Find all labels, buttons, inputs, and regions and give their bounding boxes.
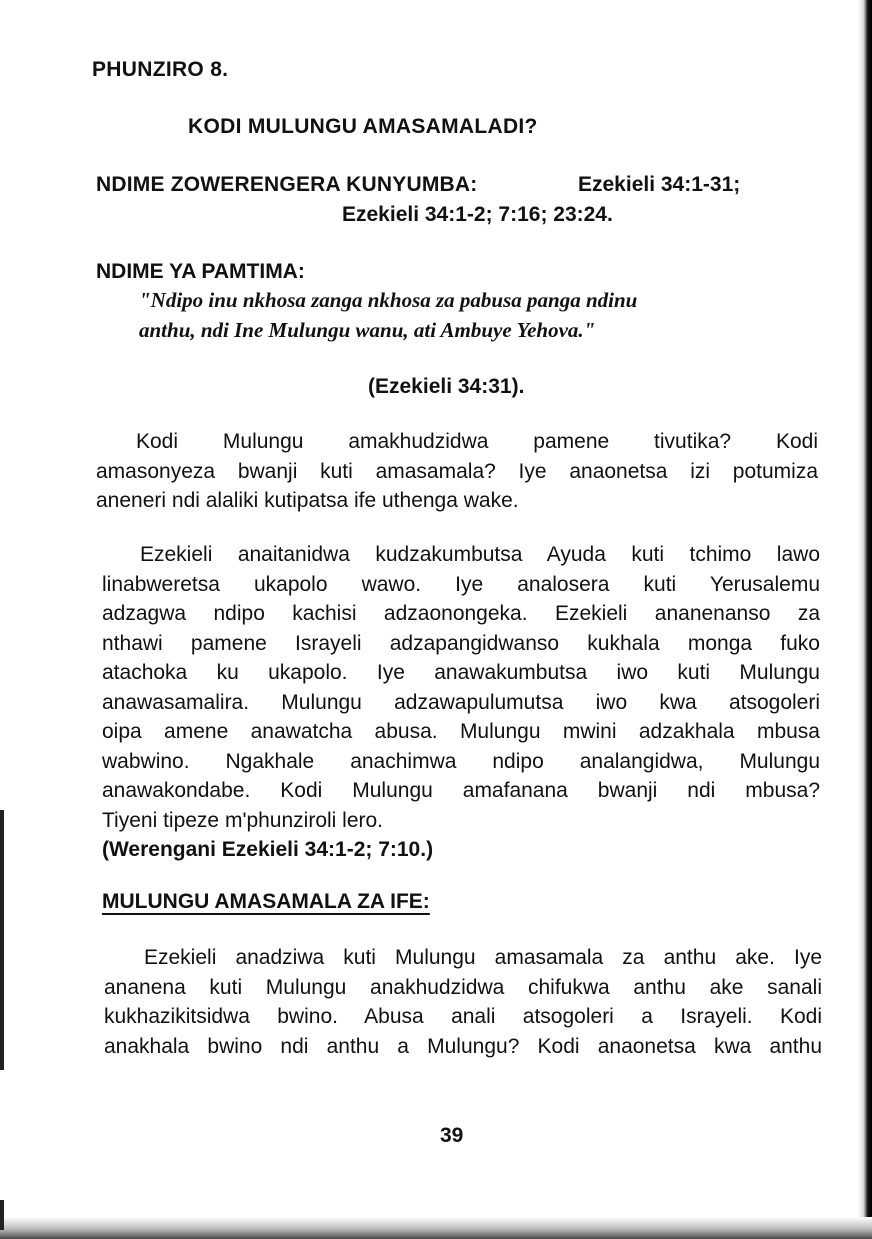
- paragraph-line: oipa amene anawatcha abusa. Mulungu mwini adzakhala mbusa: [102, 720, 820, 743]
- paragraph-line: aneneri ndi alaliki kutipatsa ife uthenga wake.: [96, 489, 519, 512]
- memory-verse-label: NDIME YA PAMTIMA:: [96, 260, 305, 283]
- scan-edge-left-mark: [0, 810, 4, 1070]
- paragraph-1: [96, 427, 818, 516]
- scan-edge-left-mark: [0, 1200, 4, 1230]
- paragraph-2: [102, 540, 820, 865]
- paragraph-line: Kodi Mulungu amakhudzidwa pamene tivutika? Kodi: [136, 430, 818, 453]
- scan-edge-bottom: [0, 1217, 872, 1239]
- home-reading-refs-line1: Ezekieli 34:1-31;: [578, 173, 741, 196]
- paragraph-line: wabwino. Ngakhale anachimwa ndipo analangidwa, Mulungu: [102, 749, 820, 773]
- scan-edge-right: [858, 0, 872, 1239]
- paragraph-line: kukhazikitsidwa bwino. Abusa anali atsogoleri a Israyeli. Kodi: [104, 1005, 822, 1028]
- paragraph-line: Tiyeni tipeze m'phunziroli lero.: [102, 808, 384, 832]
- memory-verse-line2: anthu, ndi Ine Mulungu wanu, ati Ambuye Yehova.": [139, 318, 596, 342]
- memory-verse-reference: (Ezekieli 34:31).: [368, 375, 525, 398]
- paragraph-line: anakhala bwino ndi anthu a Mulungu? Kodi anaonetsa kwa anthu: [104, 1034, 822, 1058]
- paragraph-line: ananena kuti Mulungu anakhudzidwa chifukwa anthu ake sanali: [104, 975, 822, 999]
- paragraph-line: Ezekieli anaitanidwa kudzakumbutsa Ayuda kuti tchimo lawo: [140, 543, 820, 566]
- paragraph-line: amasonyeza bwanji kuti amasamala? Iye anaonetsa izi potumiza: [96, 459, 818, 483]
- paragraph-line: anawakondabe. Kodi Mulungu amafanana bwanji ndi mbusa?: [102, 779, 820, 802]
- paragraph-line: nthawi pamene Israyeli adzapangidwanso kukhala monga fuko: [102, 631, 820, 655]
- memory-verse-line1: "Ndipo inu nkhosa zanga nkhosa za pabusa panga ndinu: [139, 288, 638, 312]
- paragraph-line: anawasamalira. Mulungu adzawapulumutsa iwo kwa atsogoleri: [102, 690, 820, 714]
- home-reading-label: NDIME ZOWERENGERA KUNYUMBA:: [96, 173, 478, 196]
- paragraph-line: adzagwa ndipo kachisi adzaonongeka. Ezekieli ananenanso za: [102, 602, 820, 625]
- lesson-title: KODI MULUNGU AMASAMALADI?: [188, 115, 538, 138]
- paragraph-2-reference: (Werengani Ezekieli 34:1-2; 7:10.): [102, 838, 434, 861]
- paragraph-3: [104, 943, 822, 1061]
- paragraph-line: atachoka ku ukapolo. Iye anawakumbutsa iwo kuti Mulungu: [102, 661, 820, 684]
- home-reading-refs-line2: Ezekieli 34:1-2; 7:16; 23:24.: [342, 203, 613, 226]
- section-heading: MULUNGU AMASAMALA ZA IFE:: [102, 890, 430, 913]
- paragraph-line: Ezekieli anadziwa kuti Mulungu amasamala za anthu ake. Iye: [144, 946, 822, 969]
- page-number: 39: [440, 1124, 464, 1147]
- paragraph-line: linabweretsa ukapolo wawo. Iye analosera kuti Yerusalemu: [102, 572, 820, 596]
- lesson-label: PHUNZIRO 8.: [92, 58, 229, 81]
